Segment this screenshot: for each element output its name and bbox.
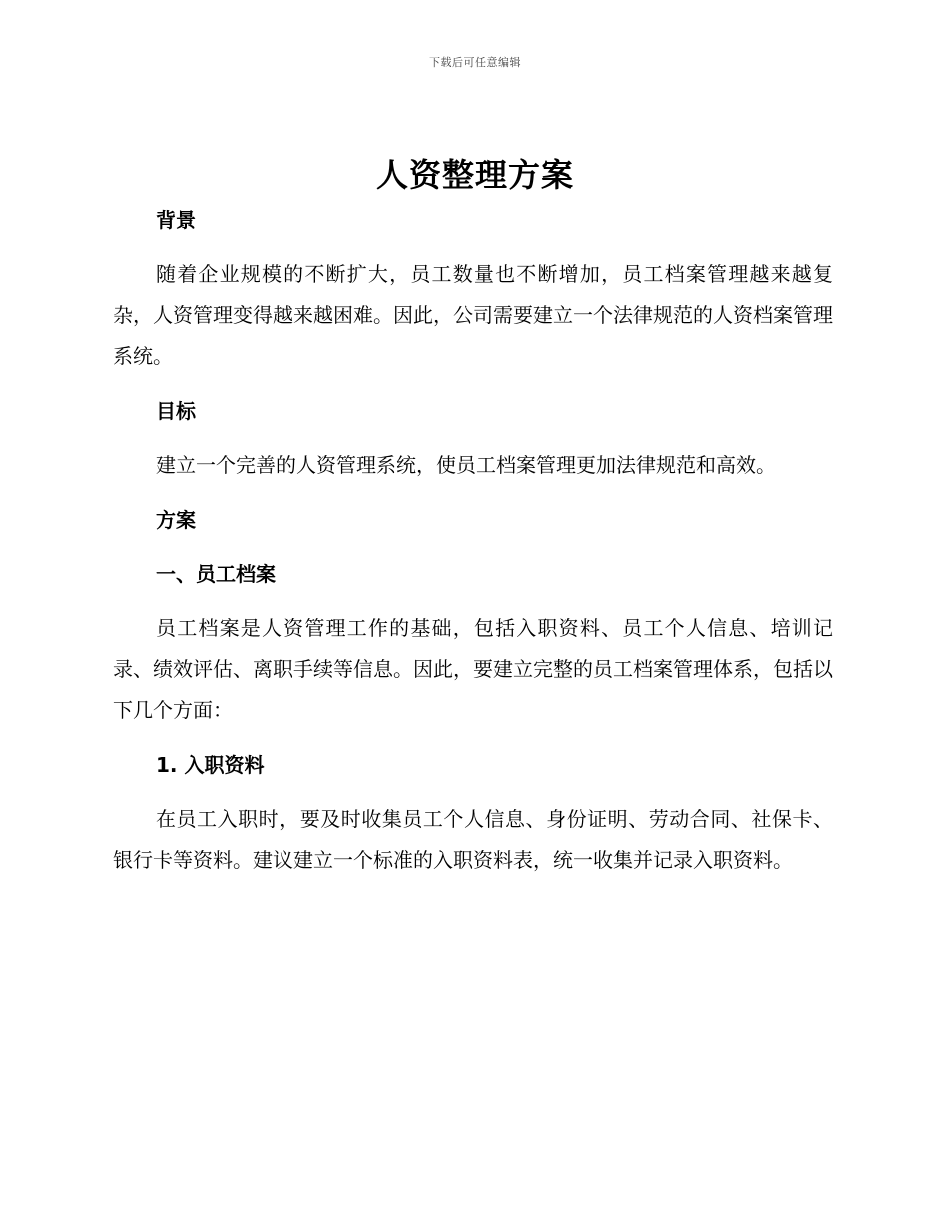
document-title: 人资整理方案	[375, 156, 574, 194]
employee-files-heading: 一、员工档案	[156, 562, 276, 586]
onboarding-paragraph: 在员工入职时，要及时收集员工个人信息、身份证明、劳动合同、社保卡、银行卡等资料。建议建立一个标准的入职资料表，统一收集并记录入职资料。	[113, 807, 833, 872]
background-heading: 背景	[156, 208, 196, 232]
plan-heading: 方案	[156, 508, 196, 532]
goal-paragraph: 建立一个完善的人资管理系统，使员工档案管理更加法律规范和高效。	[156, 453, 776, 477]
onboarding-heading: 1. 入职资料	[156, 753, 265, 777]
goal-heading: 目标	[156, 399, 196, 423]
background-paragraph: 随着企业规模的不断扩大，员工数量也不断增加，员工档案管理越来越复杂，人资管理变得越来越困难。因此，公司需要建立一个法律规范的人资档案管理系统。	[113, 262, 833, 368]
document-body	[113, 200, 833, 881]
header-note: 下载后可任意编辑	[429, 56, 521, 69]
employee-files-paragraph: 员工档案是人资管理工作的基础，包括入职资料、员工个人信息、培训记录、绩效评估、离职手续等信息。因此，要建立完整的员工档案管理体系，包括以下几个方面：	[113, 616, 833, 722]
